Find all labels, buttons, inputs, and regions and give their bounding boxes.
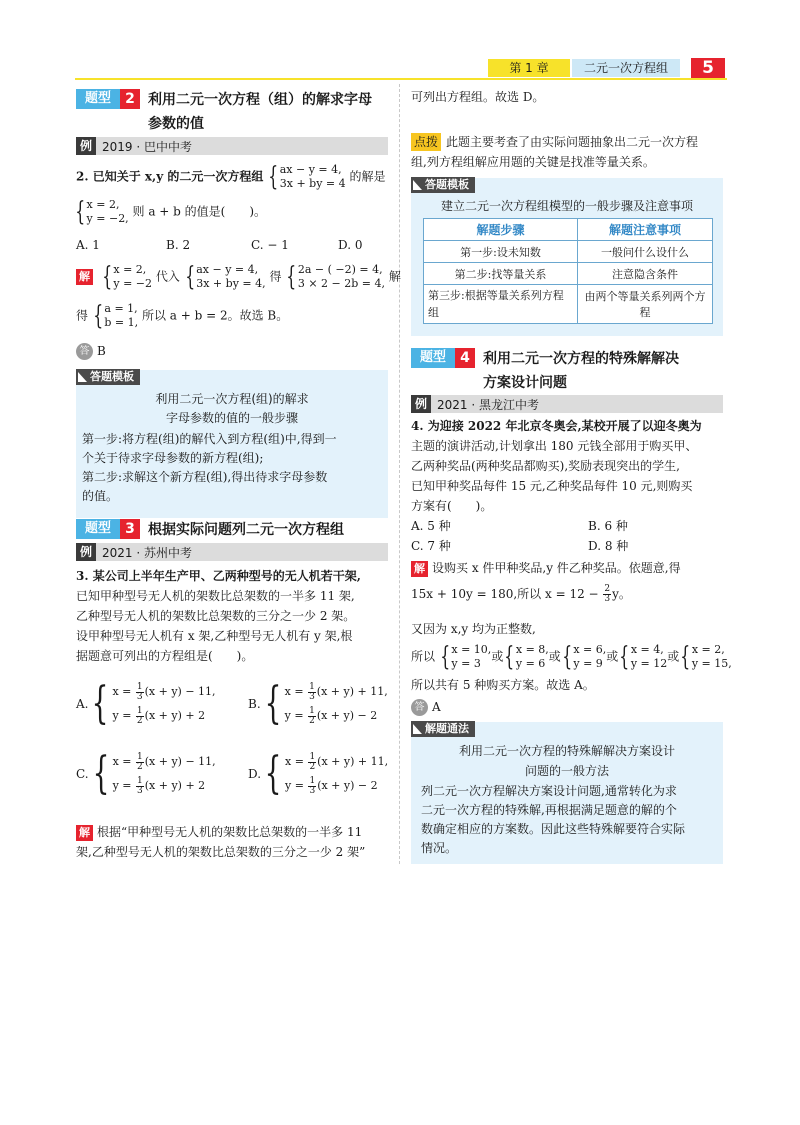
sys-row: x = 2, [113,263,147,276]
section-title: 根据实际问题列二元一次方程组 [148,522,344,538]
sol-text: 15x + 10y = 180,所以 x = 12 − [411,587,599,601]
sys-row: x = 4, [630,643,664,656]
box-title-cont: 字母参数的值的一般步骤 [165,411,298,425]
example-badge: 例 [76,137,96,155]
numerator: 1 [309,705,315,716]
denominator: 2 [309,715,315,726]
ex2-solution-l2: 得 { a = 1, b = 1, 所以 a + b = 2。故选 B。 [76,301,289,331]
tip-text: 此题主要考查了由实际问题抽象出二元一次方程 [446,135,699,149]
ex3-solution-l1 [76,823,362,841]
ex4-solution-pairs [411,643,732,671]
numerator: 2 [604,584,611,594]
answer-value: B [97,344,106,358]
sol-text: 设购买 x 件甲种奖品,y 件乙种奖品。依题意,得 [432,561,681,575]
sol-text: 所以 a + b = 2。故选 B。 [141,308,289,323]
q-line: 4. 为迎接 2022 年北京冬奥会,某校开展了以迎冬奥为 [411,419,702,433]
option-b: B. 6 种 [588,519,628,533]
denominator: 3 [604,594,611,604]
sys-row: y = −2 [113,277,153,290]
example-badge: 例 [76,543,96,561]
sys-text: x = [284,685,308,698]
solution-badge: 解 [76,269,93,285]
q-line: 主题的演讲活动,计划拿出 180 元钱全部用于购买甲、 [411,439,698,453]
example-2-bar [76,137,388,155]
sol-text: 解 [388,269,401,284]
table-cell: 由两个等量关系列两个方程 [578,285,713,324]
denominator: 3 [309,785,316,796]
sys-row: y = 6 [515,657,546,670]
template-box-2 [411,178,723,336]
method-box [411,722,723,864]
ex4-solution-l2 [411,585,631,604]
section-number: 3 [120,519,140,539]
sys-row: y = 12 [630,657,668,670]
sys-text: (x + y) + 11, [317,755,389,768]
tip-l2: 组,列方程组解应用题的关键是找准等量关系。 [411,155,655,169]
sys-row: y = 9 [573,657,603,670]
header-rule [75,78,727,80]
box-line: 情况。 [421,841,458,855]
sys-text: y = [285,779,308,792]
section-tag: 题型 [76,519,120,539]
sys-text: x = [112,685,135,698]
sol-text: 所以 [411,649,436,664]
ex2-solution-l1: 解 { x = 2, y = −2 代入 { ax − y = 4, 3x + by = 4, 得 { 2a − ( −2) = 4, 3 × 2 − 2b = 4, 解 [76,263,401,291]
sys-text: (x + y) + 2 [144,779,206,792]
box-line: 二元一次方程的特殊解,再根据满足题意的解的个 [421,803,677,817]
ex3-question [76,566,361,666]
section-title: 利用二元一次方程（组）的解求字母 [148,92,372,108]
sol-text: 代入 [155,269,180,284]
table-cell: 第一步:设未知数 [424,241,578,263]
sol-text: 得 [76,308,89,323]
q-line: 乙种型号无人机的架数比总架数的三分之一少 2 架。 [76,609,356,623]
option-d: D. 0 [338,238,363,252]
q-line: 3. 某公司上半年生产甲、乙两种型号的无人机若干架, [76,569,361,583]
table-row [424,263,713,285]
sys-text: y = [112,709,135,722]
box-line: 列二元一次方程解决方案设计问题,通常转化为求 [421,784,677,798]
denominator: 2 [309,761,316,772]
sys-row: ax − y = 4, [279,163,342,176]
denominator: 2 [136,715,143,726]
option-a: A. 5 种 [411,519,451,533]
box-line: 的值。 [82,489,119,503]
example-source: 2021 · 苏州中考 [102,545,192,560]
solution-badge: 解 [76,825,93,841]
box-line: 个关于待求字母参数的新方程(组); [82,451,264,465]
sys-row: x = 2, [691,643,725,656]
sys-text: (x + y) − 11, [144,755,216,768]
ex2-question-l1 [76,163,385,191]
table-cell: 第二步:找等量关系 [424,263,578,285]
ex3-solution-l3: 可列出方程组。故选 D。 [411,90,545,104]
option-d: D. 8 种 [588,539,629,553]
answer-badge: 答 [76,343,93,360]
tip-badge: 点拨 [411,133,441,151]
box-tag: 答题模板 [411,177,475,193]
sys-row: 2a − ( −2) = 4, [297,263,383,276]
column-divider [399,84,400,864]
solution-pair: { x = 8, y = 6 [504,642,549,672]
fraction [308,753,316,772]
table-cell: 一般问什么设什么 [578,241,713,263]
q-line: 方案有( )。 [411,499,493,513]
ex2-q-suffix: 的解是 [349,169,386,184]
sys-row: x = 10, [451,643,492,656]
fraction [308,777,316,796]
or-text: 或 [606,649,619,664]
section-2-header [76,89,372,135]
sys-text: y = [284,709,308,722]
ex4-solution-l3: 又因为 x,y 均为正整数, [411,622,536,636]
q-line: 乙两种奖品(两种奖品都购买),奖励表现突出的学生, [411,459,680,473]
table-row [424,285,713,324]
section-tag: 题型 [76,89,120,109]
table-cell: 第三步:根据等量关系列方程组 [424,285,578,324]
ex2-system: { ax − y = 4, 3x + by = 4 [268,162,346,192]
numerator: 1 [137,751,143,762]
q-line: 据题意可列出的方程组是( )。 [76,649,254,663]
sys-text: (x + y) + 11, [316,685,388,698]
sys-text: x = [112,755,135,768]
chapter-title: 二元一次方程组 [572,59,680,77]
box-title: 利用二元一次方程的特殊解解决方案设计 [458,744,675,758]
solution-pair: { x = 4, y = 12 [619,642,668,672]
sys-row: y = −2, [86,212,129,225]
box-title: 建立二元一次方程组模型的一般步骤及注意事项 [440,199,693,213]
sys-text: x = [285,755,308,768]
sys-row: b = 1, [104,316,139,329]
sys-text: (x + y) − 2 [316,709,378,722]
denominator: 3 [309,691,315,702]
box-tag: 答题模板 [76,369,140,385]
or-text: 或 [548,649,561,664]
page-number: 5 [691,58,725,79]
ex4-solution-l1 [411,559,681,577]
example-badge: 例 [411,395,431,413]
solution-pair: { x = 10, y = 3 [440,642,492,672]
box-body [82,430,337,506]
box-tag: 解题通法 [411,721,475,737]
sys-row: x = 6, [573,643,607,656]
ex2-q-prefix: 2. 已知关于 x,y 的二元一次方程组 [76,169,264,184]
section-title-cont: 方案设计问题 [483,375,567,391]
option-a: A. 1 [76,238,100,252]
numerator: 1 [309,775,316,786]
sys-row: y = 3 [451,657,481,670]
sol-text: 得 [269,269,282,284]
or-text: 或 [667,649,680,664]
box-title-cont: 问题的一般方法 [524,764,609,778]
ex4-answer [411,698,441,716]
q-line: 设甲种型号无人机有 x 架,乙种型号无人机有 y 架,根 [76,629,353,643]
ex4-question [411,416,702,516]
table-header: 解题步骤 [424,219,578,241]
solution-pair: { x = 6, y = 9 [562,642,607,672]
example-4-bar [411,395,723,413]
box-body [421,782,685,858]
sol-text: 根据“甲种型号无人机的架数比总架数的一半多 11 [97,825,363,839]
ex4-solution-l5: 所以共有 5 种购买方案。故选 A。 [411,678,595,692]
sys-text: y = [112,779,136,792]
solution-pair: { x = 2, y = 15, [680,642,732,672]
section-title-cont: 参数的值 [148,116,204,132]
section-tag: 题型 [411,348,455,368]
sys-row: 3 × 2 − 2b = 4, [297,277,385,290]
sys-row: x = 2, [86,198,120,211]
table-header: 解题注意事项 [578,219,713,241]
ex3-option-b: B. { x = $\frac{1}{3}$ (x + y) + 11, y = $\frac{1}{2}$ (x + y) − 2 [248,678,388,729]
fraction [136,753,144,772]
answer-value: A [432,700,441,714]
section-3-header [76,519,344,541]
numerator: 1 [309,681,315,692]
box-line: 数确定相应的方案数。因此这些特殊解要符合实际 [421,822,686,836]
q-line: 已知甲种奖品每件 15 元,乙种奖品每件 10 元,则购买 [411,479,693,493]
box-title: 利用二元一次方程(组)的解求 [155,392,309,406]
fraction [603,585,611,604]
ex2-answer [76,342,106,360]
ex3-option-c: C. { x = $\frac{1}{2}$ (x + y) − 11, y = $\frac{1}{3}$ (x + y) + 2 [76,748,216,799]
ex2-question-l2 [74,198,266,226]
option-label: C. [76,767,89,781]
numerator: 1 [137,775,143,786]
solution-badge: 解 [411,561,428,577]
option-c: C. 7 种 [411,539,451,553]
denominator: 3 [136,691,143,702]
option-label: A. [76,697,89,711]
sys-row: 3x + by = 4 [279,177,346,190]
option-label: B. [248,697,261,711]
sys-row: ax − y = 4, [196,263,259,276]
or-text: 或 [491,649,504,664]
sys-row: y = 15, [691,657,732,670]
steps-table [423,218,713,324]
answer-badge: 答 [411,699,428,716]
fraction [308,683,316,702]
numerator: 1 [136,681,143,692]
box-line: 第二步:求解这个新方程(组),得出待求字母参数 [82,470,328,484]
section-title: 利用二元一次方程的特殊解解决 [483,351,679,367]
fraction [136,707,144,726]
fraction [136,777,144,796]
sys-row: 3x + by = 4, [196,277,266,290]
sys-text: (x + y) + 2 [144,709,206,722]
sys-row: x = 8, [515,643,549,656]
box-line: 第一步:将方程(组)的解代入到方程(组)中,得到一 [82,432,337,446]
table-row [424,241,713,263]
ex2-q-end: 则 a + b 的值是( )。 [132,204,267,219]
example-3-bar [76,543,388,561]
option-label: D. [248,767,262,781]
sys-text: (x + y) − 11, [144,685,216,698]
ex2-solution-given: { x = 2, y = −2, [75,197,129,227]
sys-text: (x + y) − 2 [317,779,378,792]
example-source: 2019 · 巴中中考 [102,139,192,154]
tip-l1 [411,133,698,151]
example-source: 2021 · 黑龙江中考 [437,397,539,412]
q-line: 已知甲种型号无人机的架数比总架数的一半多 11 架, [76,589,355,603]
option-b: B. 2 [166,238,191,252]
chapter-label: 第 1 章 [488,59,570,77]
ex3-solution-l2: 架,乙种型号无人机的架数比总架数的三分之一少 2 架” [76,845,366,859]
table-cell: 注意隐含条件 [578,263,713,285]
section-number: 2 [120,89,140,109]
sys-row: a = 1, [104,302,138,315]
numerator: 1 [309,751,316,762]
template-box-1 [76,370,388,518]
sol-text: y。 [612,587,631,601]
ex3-option-a: A. { x = $\frac{1}{3}$ (x + y) − 11, y = $\frac{1}{2}$ (x + y) + 2 [76,678,216,729]
numerator: 1 [136,705,143,716]
denominator: 3 [137,785,143,796]
denominator: 2 [137,761,143,772]
section-number: 4 [455,348,475,368]
fraction [136,683,144,702]
option-c: C. − 1 [251,238,289,252]
ex3-option-d: D. { x = $\frac{1}{2}$ (x + y) + 11, y = $\frac{1}{3}$ (x + y) − 2 [248,748,389,799]
section-4-header [411,348,679,394]
fraction [308,707,316,726]
